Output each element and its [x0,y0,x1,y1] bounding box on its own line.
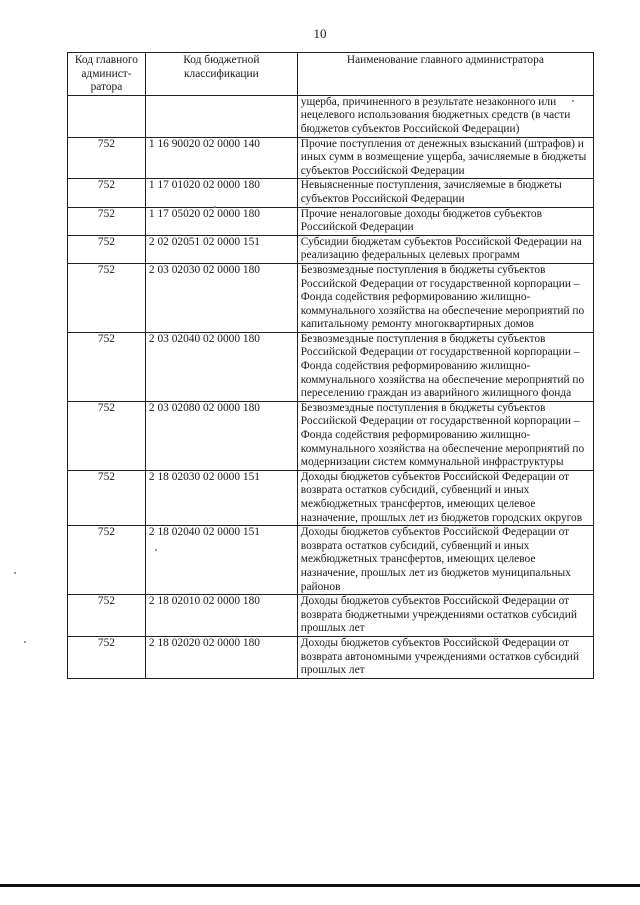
budget-code-cell: 1 16 90020 02 0000 140 [145,137,297,179]
table-row [68,179,594,207]
budget-classification-table [67,52,594,679]
table-row [68,401,594,470]
admin-name-cell: Безвозмездные поступления в бюджеты субъектов Российской Федерации от государственной корпорации – Фонда содействия реформированию жилищно-коммунального хозяйства на обеспечение мероприятий по модернизации систем коммунальной инфраструктуры [297,401,593,470]
admin-code-cell: 752 [68,332,146,401]
admin-name-cell: Прочие поступления от денежных взысканий (штрафов) и иных сумм в возмещение ущерба, зачисляемые в бюджеты субъектов Российской Федерации [297,137,593,179]
budget-code-cell: 2 02 02051 02 0000 151 [145,235,297,263]
table-body [68,95,594,678]
header-admin-code: Код главного админист-ратора [68,53,146,96]
admin-name-cell: Невыясненные поступления, зачисляемые в бюджеты субъектов Российской Федерации [297,179,593,207]
table-row [68,95,594,137]
admin-code-cell: 752 [68,179,146,207]
admin-code-cell [68,95,146,137]
table-row [68,263,594,332]
budget-code-cell: 2 18 02030 02 0000 151 [145,470,297,525]
table-header [68,53,594,96]
admin-name-cell: Доходы бюджетов субъектов Российской Федерации от возврата остатков субсидий, субвенций и иных межбюджетных трансфертов, имеющих целевое назначение, прошлых лет из бюджетов городских округов [297,470,593,525]
budget-code-cell: 1 17 05020 02 0000 180 [145,207,297,235]
header-budget-code: Код бюджетной классификации [145,53,297,96]
page-number: 10 [313,26,327,41]
budget-code-cell: 2 03 02030 02 0000 180 [145,263,297,332]
admin-code-cell: 752 [68,636,146,678]
header-admin-name: Наименование главного администратора [297,53,593,96]
admin-code-cell: 752 [68,401,146,470]
budget-code-cell: 2 18 02040 02 0000 151 [145,526,297,595]
admin-name-cell: ущерба, причиненного в результате незаконного или нецелевого использования бюджетных средств (в части бюджетов субъектов Российской Федерации) [297,95,593,137]
admin-code-cell: 752 [68,595,146,637]
admin-name-cell: Доходы бюджетов субъектов Российской Федерации от возврата автономными учреждениями остатков субсидий прошлых лет [297,636,593,678]
admin-code-cell: 752 [68,263,146,332]
table-row [68,235,594,263]
admin-code-cell: 752 [68,207,146,235]
admin-code-cell: 752 [68,526,146,595]
table-row [68,207,594,235]
scan-speck [214,206,216,208]
admin-name-cell: Прочие неналоговые доходы бюджетов субъектов Российской Федерации [297,207,593,235]
table-row [68,332,594,401]
scan-speck [572,100,574,102]
table-row [68,595,594,637]
scan-bottom-edge [0,884,640,887]
admin-code-cell: 752 [68,137,146,179]
admin-code-cell: 752 [68,470,146,525]
budget-code-cell: 2 18 02020 02 0000 180 [145,636,297,678]
budget-code-cell: 2 03 02040 02 0000 180 [145,332,297,401]
scan-speck [155,549,157,551]
table-row [68,636,594,678]
admin-name-cell: Субсидии бюджетам субъектов Российской Федерации на реализацию федеральных целевых программ [297,235,593,263]
admin-name-cell: Безвозмездные поступления в бюджеты субъектов Российской Федерации от государственной корпорации – Фонда содействия реформированию жилищно-коммунального хозяйства на обеспечение мероприятий по капитальному ремонту многоквартирных домов [297,263,593,332]
table-row [68,137,594,179]
admin-code-cell: 752 [68,235,146,263]
budget-code-cell: 2 03 02080 02 0000 180 [145,401,297,470]
table-row [68,470,594,525]
admin-name-cell: Безвозмездные поступления в бюджеты субъектов Российской Федерации от государственной корпорации – Фонда содействия реформированию жилищно-коммунального хозяйства на обеспечение мероприятий по переселению граждан из аварийного жилищного фонда [297,332,593,401]
header-row [68,53,594,96]
table-row [68,526,594,595]
scan-speck [24,641,26,643]
admin-name-cell: Доходы бюджетов субъектов Российской Федерации от возврата остатков субсидий, субвенций и иных межбюджетных трансфертов, имеющих целевое назначение, прошлых лет из бюджетов муниципальных районов [297,526,593,595]
budget-code-cell: 2 18 02010 02 0000 180 [145,595,297,637]
admin-name-cell: Доходы бюджетов субъектов Российской Федерации от возврата бюджетными учреждениями остатков субсидий прошлых лет [297,595,593,637]
scan-speck [14,572,16,574]
budget-code-cell: 1 17 01020 02 0000 180 [145,179,297,207]
budget-code-cell [145,95,297,137]
